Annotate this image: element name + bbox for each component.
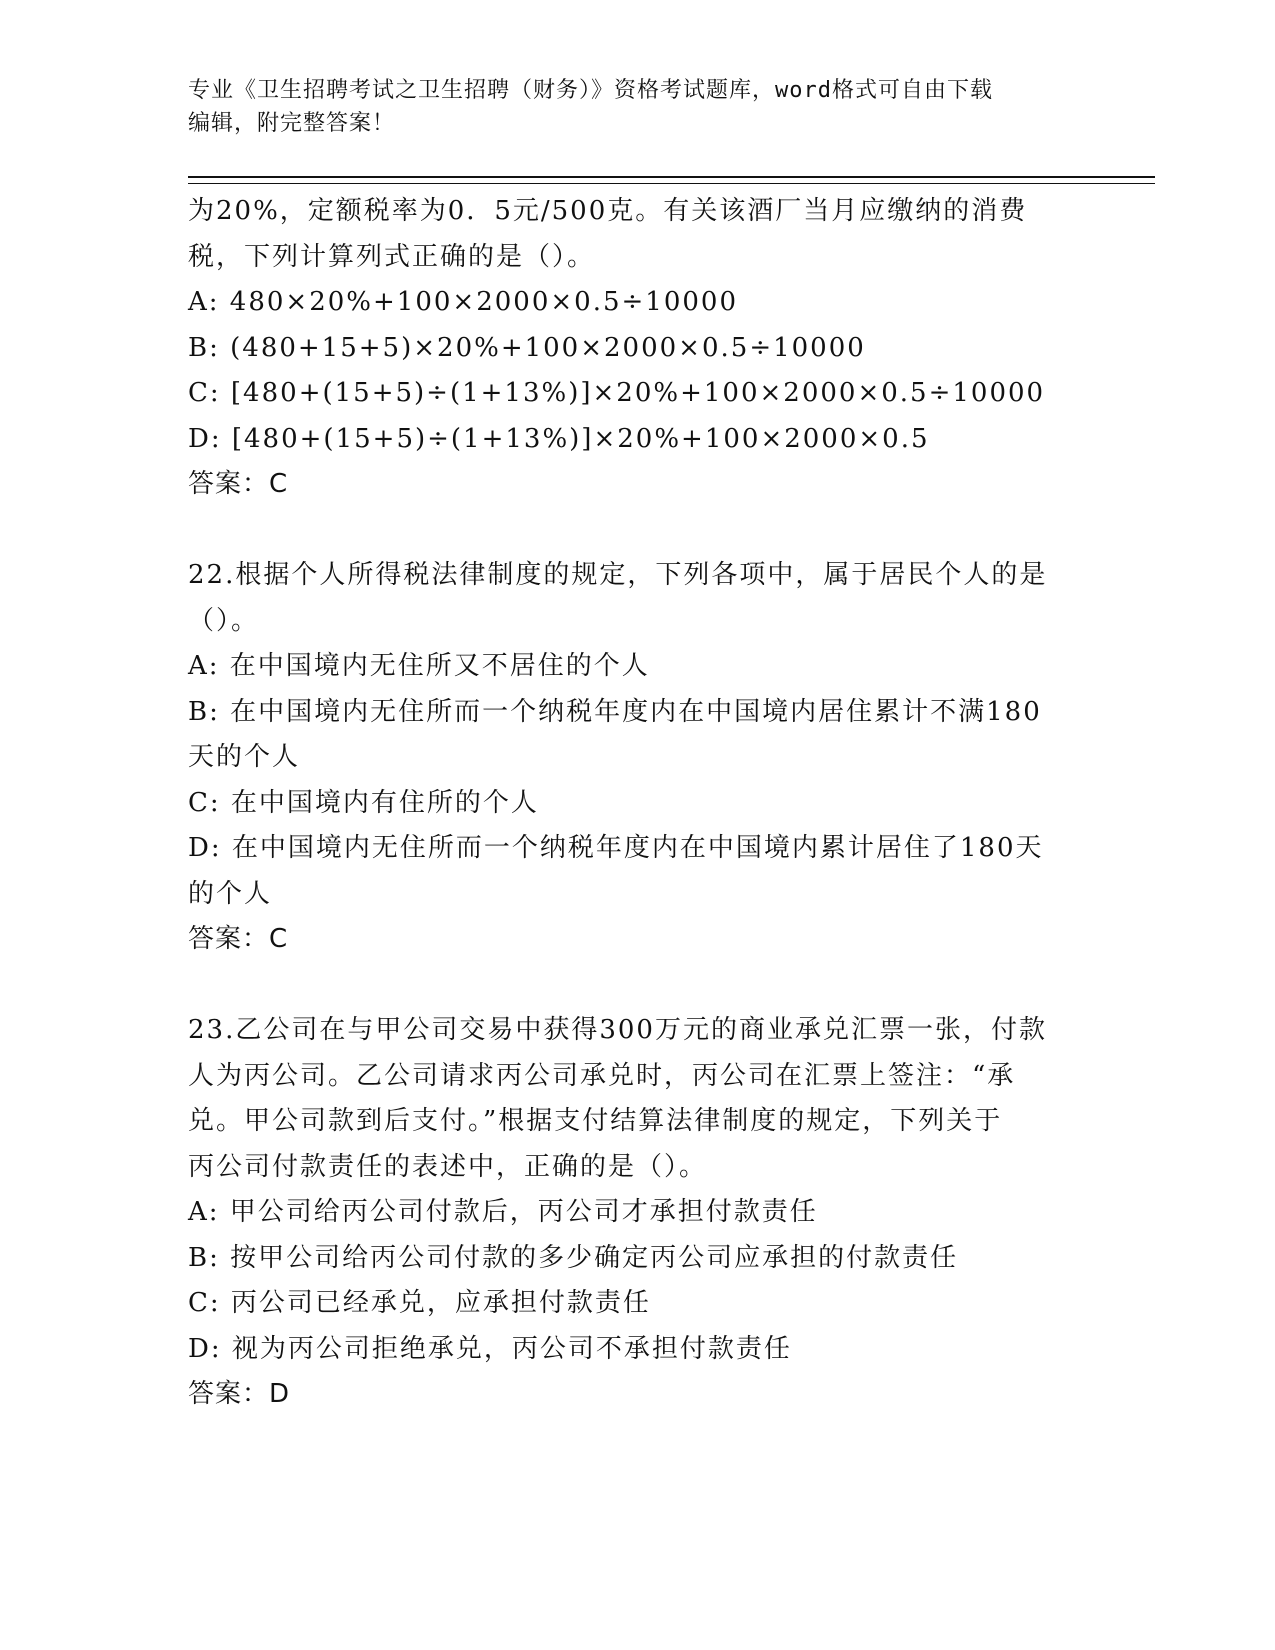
option-c: C: [480+(15+5)÷(1+13%)]×20%+100×2000×0.5÷10000	[188, 378, 1046, 408]
option-c: C: 在中国境内有住所的个人	[188, 787, 539, 818]
question-stem-line: 丙公司付款责任的表述中，正确的是（）。	[188, 1151, 708, 1182]
answer-line: 答案：D	[188, 1379, 291, 1409]
option-a: A: 480×20%+100×2000×0.5÷10000	[188, 287, 738, 317]
header-line-2: 编辑，附完整答案！	[188, 111, 396, 136]
option-d: D: [480+(15+5)÷(1+13%)]×20%+100×2000×0.5	[188, 423, 930, 454]
question-21	[188, 189, 1068, 508]
option-b: B: (480+15+5)×20%+100×2000×0.5÷10000	[188, 332, 866, 363]
question-23	[188, 1008, 1068, 1418]
option-c: C: 丙公司已经承兑，应承担付款责任	[188, 1288, 651, 1318]
header-line-1: 专业《卫生招聘考试之卫生招聘（财务）》资格考试题库，word格式可自由下载	[188, 78, 993, 103]
option-b: B: 按甲公司给丙公司付款的多少确定丙公司应承担的付款责任	[188, 1242, 959, 1273]
question-gap	[188, 508, 1068, 554]
answer-line: 答案：C	[188, 924, 289, 954]
option-b: B: 在中国境内无住所而一个纳税年度内在中国境内居住累计不满180	[188, 696, 1042, 727]
document-header	[188, 74, 1088, 140]
answer-line: 答案：C	[188, 469, 289, 499]
question-gap	[188, 963, 1068, 1009]
option-d: D: 视为丙公司拒绝承兑，丙公司不承担付款责任	[188, 1333, 792, 1364]
question-stem-line: 兑。甲公司款到后支付。”根据支付结算法律制度的规定，下列关于	[188, 1106, 1003, 1136]
question-stem-line: 22.根据个人所得税法律制度的规定，下列各项中，属于居民个人的是	[188, 560, 1048, 590]
header-divider	[188, 176, 1155, 184]
option-d: D: 在中国境内无住所而一个纳税年度内在中国境内累计居住了180天	[188, 833, 1044, 863]
question-stem-line: （）。	[188, 605, 260, 636]
question-content	[188, 189, 1068, 1418]
option-a: A: 在中国境内无住所又不居住的个人	[188, 651, 650, 681]
question-stem-line: 为20%，定额税率为0．5元/500克。有关该酒厂当月应缴纳的消费	[188, 196, 1028, 226]
question-stem-line: 税，下列计算列式正确的是（）。	[188, 241, 596, 272]
option-a: A: 甲公司给丙公司付款后，丙公司才承担付款责任	[188, 1197, 818, 1227]
question-22	[188, 553, 1068, 963]
option-b-continued: 天的个人	[188, 742, 301, 772]
option-d-continued: 的个人	[188, 878, 273, 909]
question-stem-line: 人为丙公司。乙公司请求丙公司承兑时，丙公司在汇票上签注：“承	[188, 1060, 1016, 1091]
question-stem-line: 23.乙公司在与甲公司交易中获得300万元的商业承兑汇票一张，付款	[188, 1015, 1047, 1045]
